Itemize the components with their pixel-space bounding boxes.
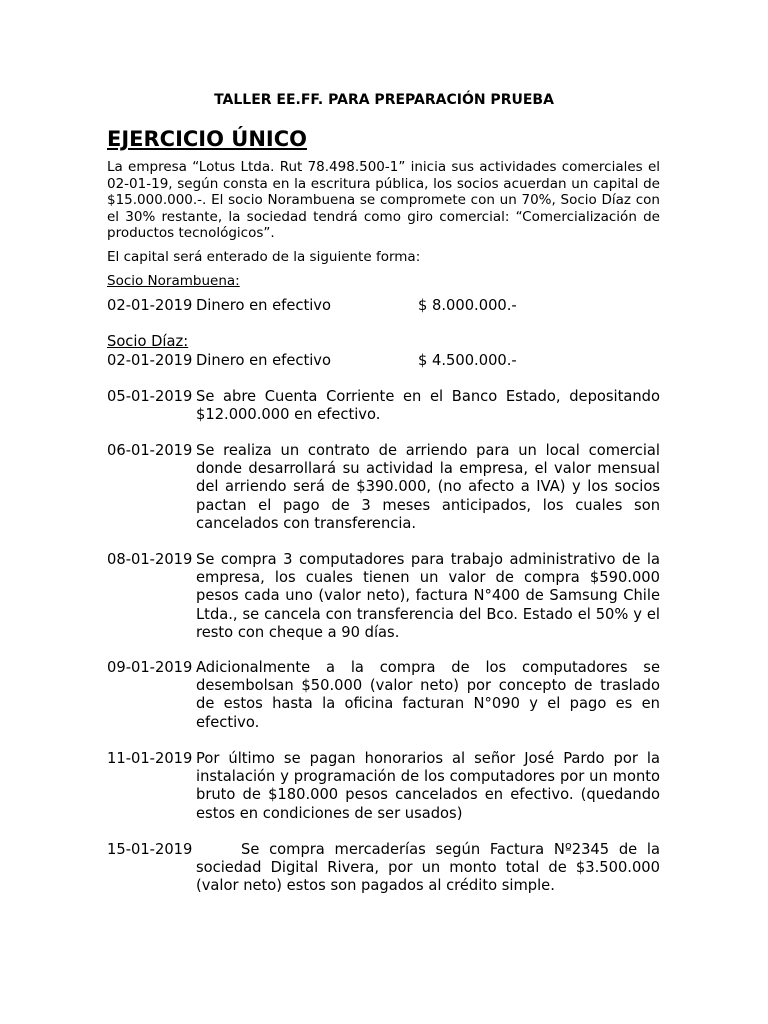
exercise-heading: EJERCICIO ÚNICO <box>107 127 307 151</box>
socio-norambuena-label: Socio Norambuena: <box>107 273 240 289</box>
entry-date: 02-01-2019 <box>107 297 193 314</box>
entry-description: Dinero en efectivo <box>196 352 331 369</box>
socio-diaz-label: Socio Díaz: <box>107 333 189 350</box>
intro-paragraph: La empresa “Lotus Ltda. Rut 78.498.500-1” inicia sus actividades comerciales el 02-01-19, según consta en la escritura pública, los socios acuerdan un capital de $15.000.000.-. El socio Norambuena se compromete con un 70%, Socio Díaz con el 30% restante, la sociedad tendrá como giro comercial: “Comercialización de productos tecnológicos”. <box>107 159 660 241</box>
transaction-entry <box>107 750 660 823</box>
entry-description: Se compra 3 computadores para trabajo administrativo de la empresa, los cuales tienen un valor de compra $590.000 pesos cada uno (valor neto), factura N°400 de Samsung Chile Ltda., se cancela con transferencia del Bco. Estado el 50% y el resto con cheque a 90 días. <box>196 551 660 641</box>
entry-amount: $ 4.500.000.- <box>418 352 517 369</box>
entry-description: Se realiza un contrato de arriendo para un local comercial donde desarrollará su actividad la empresa, el valor mensual del arriendo será de $390.000, (no afecto a IVA) y los socios pactan el pago de 3 meses anticipados, los cuales son cancelados con transferencia. <box>196 442 660 532</box>
entry-date: 11-01-2019 <box>107 750 193 767</box>
capital-intro: El capital será enterado de la siguiente forma: <box>107 249 421 265</box>
socio-norambuena-entry <box>107 297 660 315</box>
entry-description: Por último se pagan honorarios al señor José Pardo por la instalación y programación de los computadores por un monto bruto de $180.000 pesos cancelados en efectivo. (quedando estos en condiciones de ser usados) <box>196 750 660 822</box>
transaction-entry <box>107 841 660 896</box>
entry-date: 15-01-2019 <box>107 841 193 858</box>
entry-description: Dinero en efectivo <box>196 297 331 314</box>
document-title: TALLER EE.FF. PARA PREPARACIÓN PRUEBA <box>214 92 554 108</box>
entry-description: Se compra mercaderías según Factura Nº2345 de la sociedad Digital Rivera, por un monto total de $3.500.000 (valor neto) estos son pagados al crédito simple. <box>196 841 660 895</box>
entry-date: 09-01-2019 <box>107 659 193 676</box>
entry-amount: $ 8.000.000.- <box>418 297 517 314</box>
transaction-entry <box>107 551 660 642</box>
entry-description: Adicionalmente a la compra de los computadores se desembolsan $50.000 (valor neto) por concepto de traslado de estos hasta la oficina facturan N°090 y el pago es en efectivo. <box>196 659 660 731</box>
entry-date: 08-01-2019 <box>107 551 193 568</box>
entry-date: 06-01-2019 <box>107 442 193 459</box>
entry-date: 05-01-2019 <box>107 388 193 405</box>
entry-date: 02-01-2019 <box>107 352 193 369</box>
transaction-entry <box>107 442 660 533</box>
transaction-entry <box>107 388 660 424</box>
transaction-entry <box>107 659 660 732</box>
socio-diaz-entry <box>107 352 660 370</box>
entry-description: Se abre Cuenta Corriente en el Banco Estado, depositando $12.000.000 en efectivo. <box>196 388 660 424</box>
